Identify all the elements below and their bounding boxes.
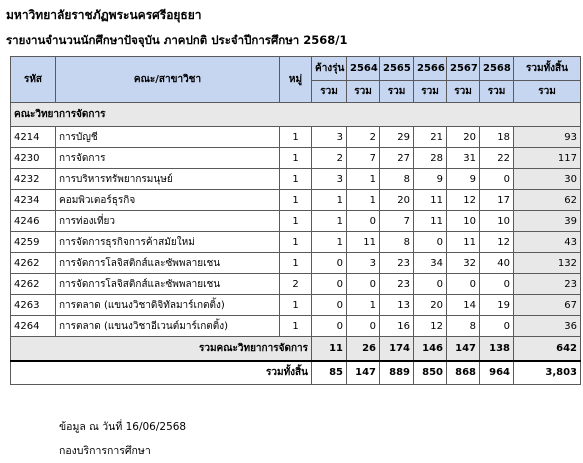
group-number: 1 xyxy=(280,232,312,253)
grand-total-count: 147 xyxy=(347,361,380,385)
year-count: 0 xyxy=(414,232,447,253)
year-count: 20 xyxy=(447,127,480,148)
year-count: 9 xyxy=(414,169,447,190)
program-name: การจัดการ xyxy=(56,148,280,169)
year-count: 18 xyxy=(480,127,514,148)
col-header-year: 2564 xyxy=(347,57,380,81)
year-count: 2 xyxy=(347,127,380,148)
data-as-of: ข้อมูล ณ วันที่ 16/06/2568 xyxy=(59,421,187,433)
program-code: 4232 xyxy=(11,169,56,190)
row-total: 67 xyxy=(514,295,581,316)
col-header-group: หมู่ xyxy=(280,57,312,103)
year-count: 0 xyxy=(312,295,347,316)
program-code: 4214 xyxy=(11,127,56,148)
grand-total-label: รวมทั้งสิ้น xyxy=(11,361,312,385)
faculty-subtotal-count: 26 xyxy=(347,337,380,361)
grand-total-count: 964 xyxy=(480,361,514,385)
year-count: 7 xyxy=(347,148,380,169)
faculty-subtotal-count: 11 xyxy=(312,337,347,361)
year-count: 14 xyxy=(447,295,480,316)
office-name: กองบริการการศึกษา xyxy=(59,445,151,457)
year-count: 12 xyxy=(480,232,514,253)
year-count: 32 xyxy=(447,253,480,274)
program-name: การตลาด (แขนงวิชาอีเวนต์มาร์เกตติ้ง) xyxy=(56,316,280,337)
program-code: 4262 xyxy=(11,274,56,295)
year-count: 23 xyxy=(380,253,414,274)
grand-total-count: 850 xyxy=(414,361,447,385)
year-count: 12 xyxy=(447,190,480,211)
program-name: การท่องเที่ยว xyxy=(56,211,280,232)
year-count: 0 xyxy=(480,316,514,337)
group-number: 1 xyxy=(280,316,312,337)
col-header-year: 2568 xyxy=(480,57,514,81)
col-subheader: รวม xyxy=(312,81,347,103)
table-row xyxy=(11,253,581,274)
program-code: 4264 xyxy=(11,316,56,337)
year-count: 34 xyxy=(414,253,447,274)
table-row xyxy=(11,190,581,211)
student-count-table xyxy=(10,56,581,385)
table-row xyxy=(11,127,581,148)
year-count: 10 xyxy=(480,211,514,232)
faculty-subtotal xyxy=(11,337,581,361)
col-subheader: รวม xyxy=(380,81,414,103)
group-number: 1 xyxy=(280,190,312,211)
year-count: 8 xyxy=(380,232,414,253)
year-count: 1 xyxy=(347,169,380,190)
grand-total-count: 868 xyxy=(447,361,480,385)
table-row xyxy=(11,148,581,169)
row-total: 43 xyxy=(514,232,581,253)
year-count: 17 xyxy=(480,190,514,211)
year-count: 13 xyxy=(380,295,414,316)
year-count: 12 xyxy=(414,316,447,337)
year-count: 0 xyxy=(347,211,380,232)
year-count: 11 xyxy=(347,232,380,253)
group-number: 2 xyxy=(280,274,312,295)
faculty-subtotal-label: รวมคณะวิทยาการจัดการ xyxy=(11,337,312,361)
program-name: การบัญชี xyxy=(56,127,280,148)
year-count: 0 xyxy=(347,274,380,295)
group-number: 1 xyxy=(280,169,312,190)
program-name: การบริหารทรัพยากรมนุษย์ xyxy=(56,169,280,190)
year-count: 1 xyxy=(347,295,380,316)
year-count: 10 xyxy=(447,211,480,232)
row-total: 36 xyxy=(514,316,581,337)
year-count: 0 xyxy=(312,274,347,295)
year-count: 23 xyxy=(380,274,414,295)
year-count: 11 xyxy=(414,190,447,211)
col-header-code: รหัส xyxy=(11,57,56,103)
header-row-1 xyxy=(11,57,581,81)
col-subheader: รวม xyxy=(480,81,514,103)
year-count: 40 xyxy=(480,253,514,274)
row-total: 93 xyxy=(514,127,581,148)
table-row xyxy=(11,274,581,295)
year-count: 0 xyxy=(480,274,514,295)
year-count: 28 xyxy=(414,148,447,169)
faculty-subtotal-count: 138 xyxy=(480,337,514,361)
year-count: 20 xyxy=(380,190,414,211)
year-count: 1 xyxy=(347,190,380,211)
faculty-subtotal-count: 147 xyxy=(447,337,480,361)
col-header-faculty: คณะ/สาขาวิชา xyxy=(56,57,280,103)
year-count: 0 xyxy=(312,253,347,274)
year-count: 21 xyxy=(414,127,447,148)
col-header-total: รวมทั้งสิ้น xyxy=(514,57,581,81)
faculty-subtotal-count: 174 xyxy=(380,337,414,361)
year-count: 8 xyxy=(447,316,480,337)
year-count: 7 xyxy=(380,211,414,232)
section-title: คณะวิทยาการจัดการ xyxy=(11,103,581,127)
year-count: 3 xyxy=(312,169,347,190)
year-count: 1 xyxy=(312,190,347,211)
year-count: 8 xyxy=(380,169,414,190)
report-title: รายงานจำนวนนักศึกษาปัจจุบัน ภาคปกติ ประจำปีการศึกษา 2568/1 xyxy=(6,33,348,47)
row-total: 39 xyxy=(514,211,581,232)
row-total: 132 xyxy=(514,253,581,274)
group-number: 1 xyxy=(280,127,312,148)
col-subheader: รวม xyxy=(447,81,480,103)
grand-total-count: 85 xyxy=(312,361,347,385)
col-subheader: รวม xyxy=(414,81,447,103)
row-total: 30 xyxy=(514,169,581,190)
group-number: 1 xyxy=(280,211,312,232)
year-count: 0 xyxy=(347,316,380,337)
program-name: การตลาด (แขนงวิชาดิจิทัลมาร์เกตติ้ง) xyxy=(56,295,280,316)
group-number: 1 xyxy=(280,148,312,169)
year-count: 0 xyxy=(312,316,347,337)
year-count: 0 xyxy=(414,274,447,295)
year-count: 2 xyxy=(312,148,347,169)
year-count: 0 xyxy=(480,169,514,190)
year-count: 16 xyxy=(380,316,414,337)
group-number: 1 xyxy=(280,253,312,274)
program-code: 4230 xyxy=(11,148,56,169)
faculty-subtotal-total: 642 xyxy=(514,337,581,361)
year-count: 3 xyxy=(312,127,347,148)
col-header-year: ค้างรุ่น xyxy=(312,57,347,81)
grand-total-count: 889 xyxy=(380,361,414,385)
year-count: 19 xyxy=(480,295,514,316)
year-count: 29 xyxy=(380,127,414,148)
program-code: 4263 xyxy=(11,295,56,316)
table-row xyxy=(11,211,581,232)
program-code: 4246 xyxy=(11,211,56,232)
program-name: คอมพิวเตอร์ธุรกิจ xyxy=(56,190,280,211)
col-subheader: รวม xyxy=(347,81,380,103)
year-count: 20 xyxy=(414,295,447,316)
year-count: 0 xyxy=(447,274,480,295)
year-count: 22 xyxy=(480,148,514,169)
program-name: การจัดการธุรกิจการค้าสมัยใหม่ xyxy=(56,232,280,253)
program-name: การจัดการโลจิสติกส์และซัพพลายเชน xyxy=(56,253,280,274)
group-number: 1 xyxy=(280,295,312,316)
university-name: มหาวิทยาลัยราชภัฏพระนครศรีอยุธยา xyxy=(6,8,202,22)
grand-total xyxy=(11,361,581,385)
row-total: 62 xyxy=(514,190,581,211)
row-total: 117 xyxy=(514,148,581,169)
year-count: 3 xyxy=(347,253,380,274)
row-total: 23 xyxy=(514,274,581,295)
year-count: 11 xyxy=(414,211,447,232)
col-header-year: 2565 xyxy=(380,57,414,81)
program-code: 4259 xyxy=(11,232,56,253)
col-subheader: รวม xyxy=(514,81,581,103)
col-header-year: 2567 xyxy=(447,57,480,81)
year-count: 1 xyxy=(312,232,347,253)
year-count: 27 xyxy=(380,148,414,169)
table-row xyxy=(11,232,581,253)
table-row xyxy=(11,316,581,337)
year-count: 11 xyxy=(447,232,480,253)
table-row xyxy=(11,169,581,190)
col-header-year: 2566 xyxy=(414,57,447,81)
program-name: การจัดการโลจิสติกส์และซัพพลายเชน xyxy=(56,274,280,295)
year-count: 9 xyxy=(447,169,480,190)
year-count: 31 xyxy=(447,148,480,169)
table-row xyxy=(11,295,581,316)
grand-total-total: 3,803 xyxy=(514,361,581,385)
year-count: 1 xyxy=(312,211,347,232)
section-row xyxy=(11,103,581,127)
program-code: 4262 xyxy=(11,253,56,274)
program-code: 4234 xyxy=(11,190,56,211)
faculty-subtotal-count: 146 xyxy=(414,337,447,361)
